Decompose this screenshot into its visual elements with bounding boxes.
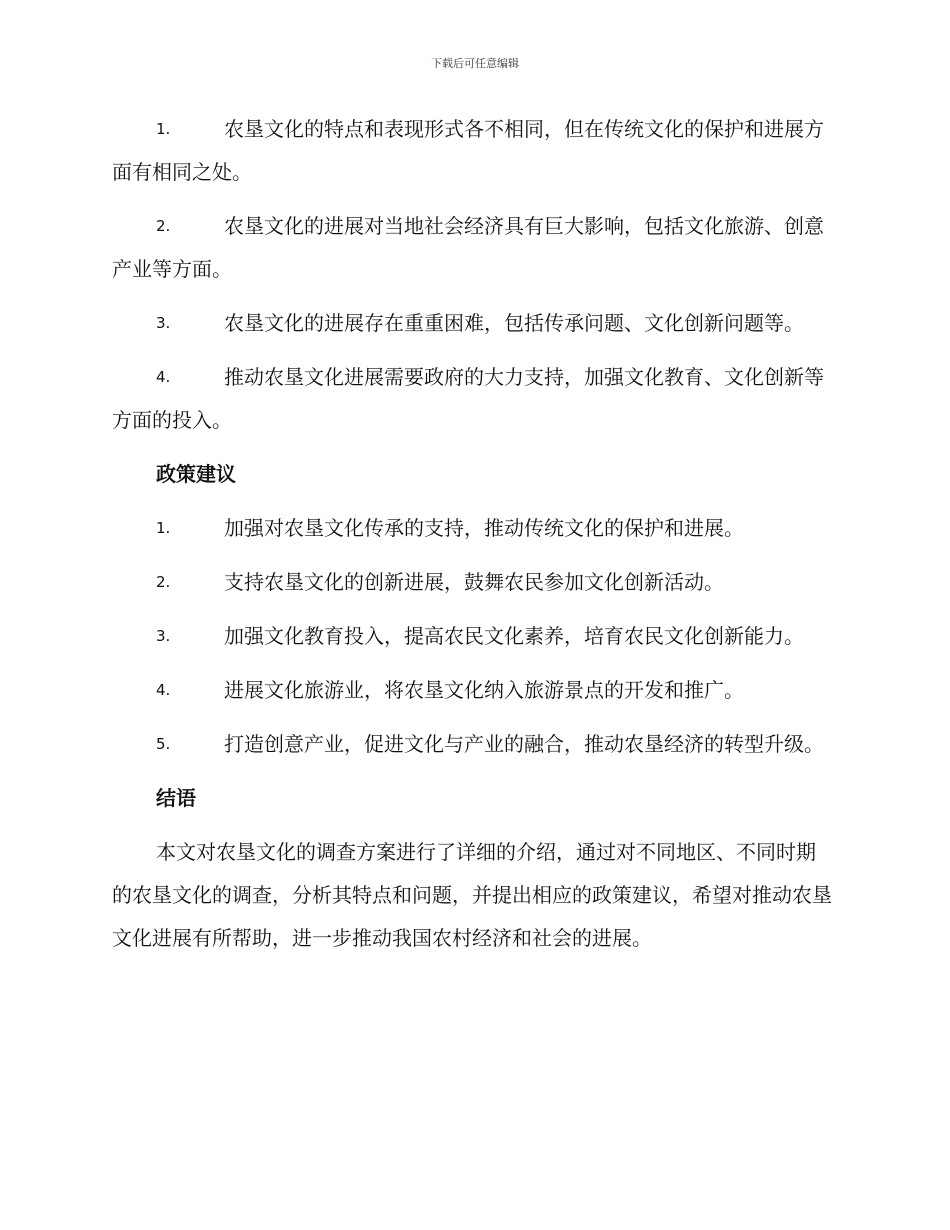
policy-item (112, 669, 834, 712)
item-number: 2. (156, 573, 171, 591)
policy-item (112, 561, 834, 604)
document-body (112, 108, 834, 960)
item-number: 1. (156, 120, 171, 138)
item-number: 5. (156, 735, 171, 753)
policy-item (112, 615, 834, 658)
item-number: 2. (156, 217, 171, 235)
policy-heading: 政策建议 (156, 462, 236, 486)
item-number: 1. (156, 519, 171, 537)
item-number: 3. (156, 627, 171, 645)
policy-item (112, 507, 834, 550)
item-text: 农垦文化的特点和表现形式各不相同，但在传统文化的保护和进展方面有相同之处。 (112, 117, 824, 184)
policy-item (112, 723, 834, 766)
conclusion-paragraph: 本文对农垦文化的调查方案进行了详细的介绍，通过对不同地区、不同时期的农垦文化的调查，分析其特点和问题，并提出相应的政策建议，希望对推动农垦文化进展有所帮助，进一步推动我国农村经济和社会的进展。 (112, 840, 832, 950)
item-text: 进展文化旅游业，将农垦文化纳入旅游景点的开发和推广。 (224, 678, 744, 702)
item-text: 加强文化教育投入，提高农民文化素养，培育农民文化创新能力。 (224, 624, 804, 648)
item-text: 加强对农垦文化传承的支持，推动传统文化的保护和进展。 (224, 516, 744, 540)
item-text: 支持农垦文化的创新进展，鼓舞农民参加文化创新活动。 (224, 570, 724, 594)
finding-item (112, 302, 834, 345)
item-text: 农垦文化的进展存在重重困难，包括传承问题、文化创新问题等。 (224, 311, 804, 335)
item-number: 4. (156, 681, 171, 699)
finding-item (112, 108, 834, 194)
header-note: 下载后可任意编辑 (431, 57, 519, 70)
item-number: 3. (156, 314, 171, 332)
finding-item (112, 205, 834, 291)
item-text: 农垦文化的进展对当地社会经济具有巨大影响，包括文化旅游、创意产业等方面。 (112, 214, 824, 281)
item-text: 推动农垦文化进展需要政府的大力支持，加强文化教育、文化创新等方面的投入。 (112, 365, 824, 432)
finding-item (112, 356, 834, 442)
item-text: 打造创意产业，促进文化与产业的融合，推动农垦经济的转型升级。 (224, 732, 824, 756)
item-number: 4. (156, 368, 171, 386)
conclusion-heading: 结语 (156, 786, 196, 810)
